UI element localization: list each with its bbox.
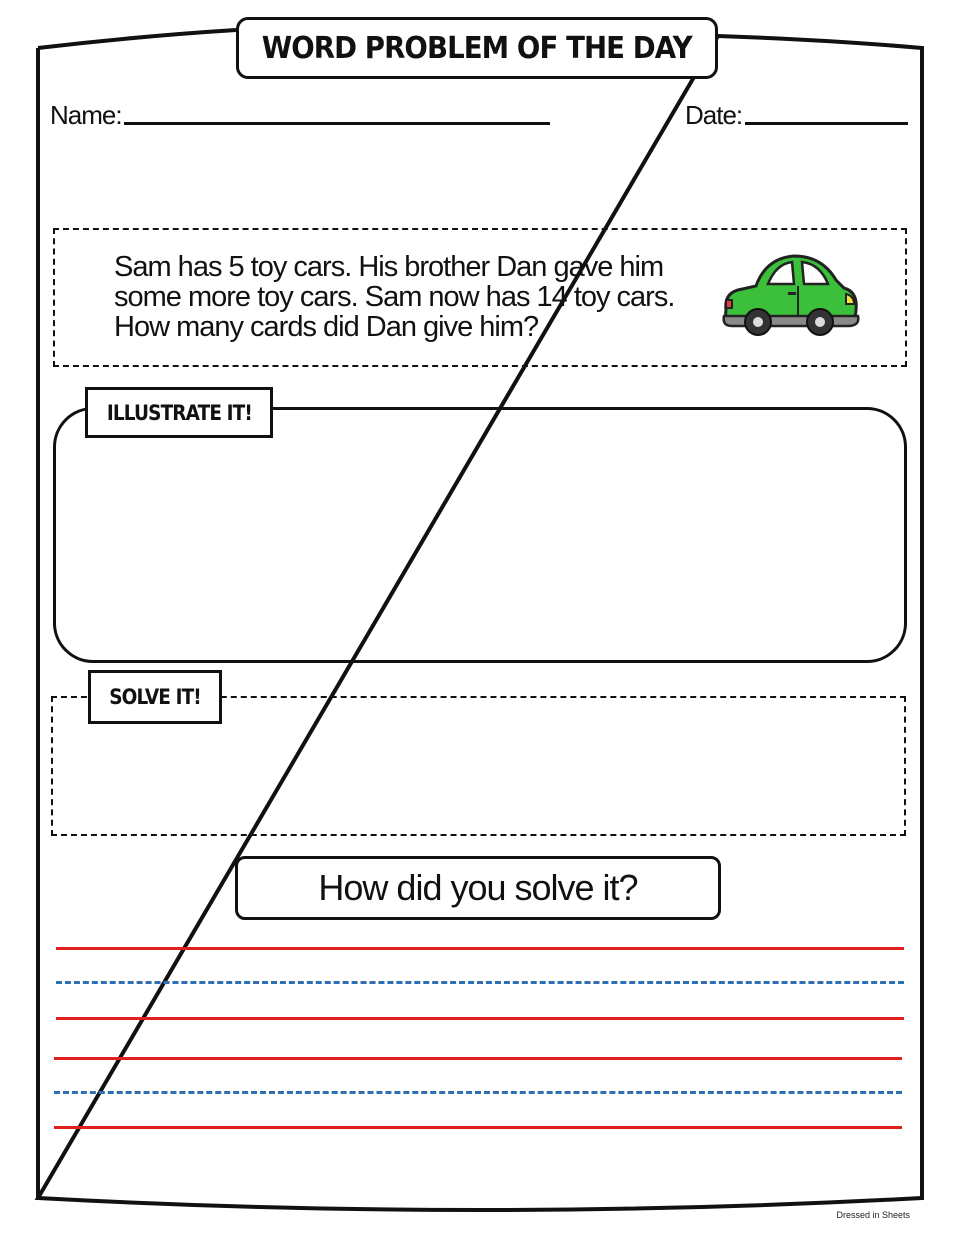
date-label: Date:	[685, 100, 743, 130]
title-banner	[236, 17, 718, 79]
problem-text	[114, 252, 714, 342]
problem-line: some more toy cars. Sam now has 14 toy cars.	[114, 281, 675, 313]
green-toy-car-icon	[718, 250, 863, 338]
question-box	[235, 856, 721, 920]
date-field[interactable]	[745, 122, 908, 125]
illustrate-label: ILLUSTRATE IT!	[106, 400, 252, 425]
writing-line-solid[interactable]	[54, 1057, 902, 1060]
illustrate-tag	[85, 387, 273, 438]
problem-line: How many cards did Dan give him?	[114, 311, 539, 343]
page-title: WORD PROBLEM OF THE DAY	[262, 30, 692, 66]
solve-tag	[88, 670, 222, 724]
question-text: How did you solve it?	[318, 867, 638, 908]
solve-label: SOLVE IT!	[109, 685, 201, 709]
writing-line-dashed	[56, 981, 904, 984]
credit-text: Dressed in Sheets	[836, 1210, 910, 1220]
writing-line-solid[interactable]	[56, 947, 904, 950]
writing-line-dashed	[54, 1091, 902, 1094]
name-field[interactable]	[124, 122, 550, 125]
problem-line: Sam has 5 toy cars. His brother Dan gave him	[114, 251, 664, 283]
writing-line-solid[interactable]	[54, 1126, 902, 1129]
writing-line-solid[interactable]	[56, 1017, 904, 1020]
name-label: Name:	[50, 100, 122, 130]
illustrate-area[interactable]	[53, 407, 907, 663]
